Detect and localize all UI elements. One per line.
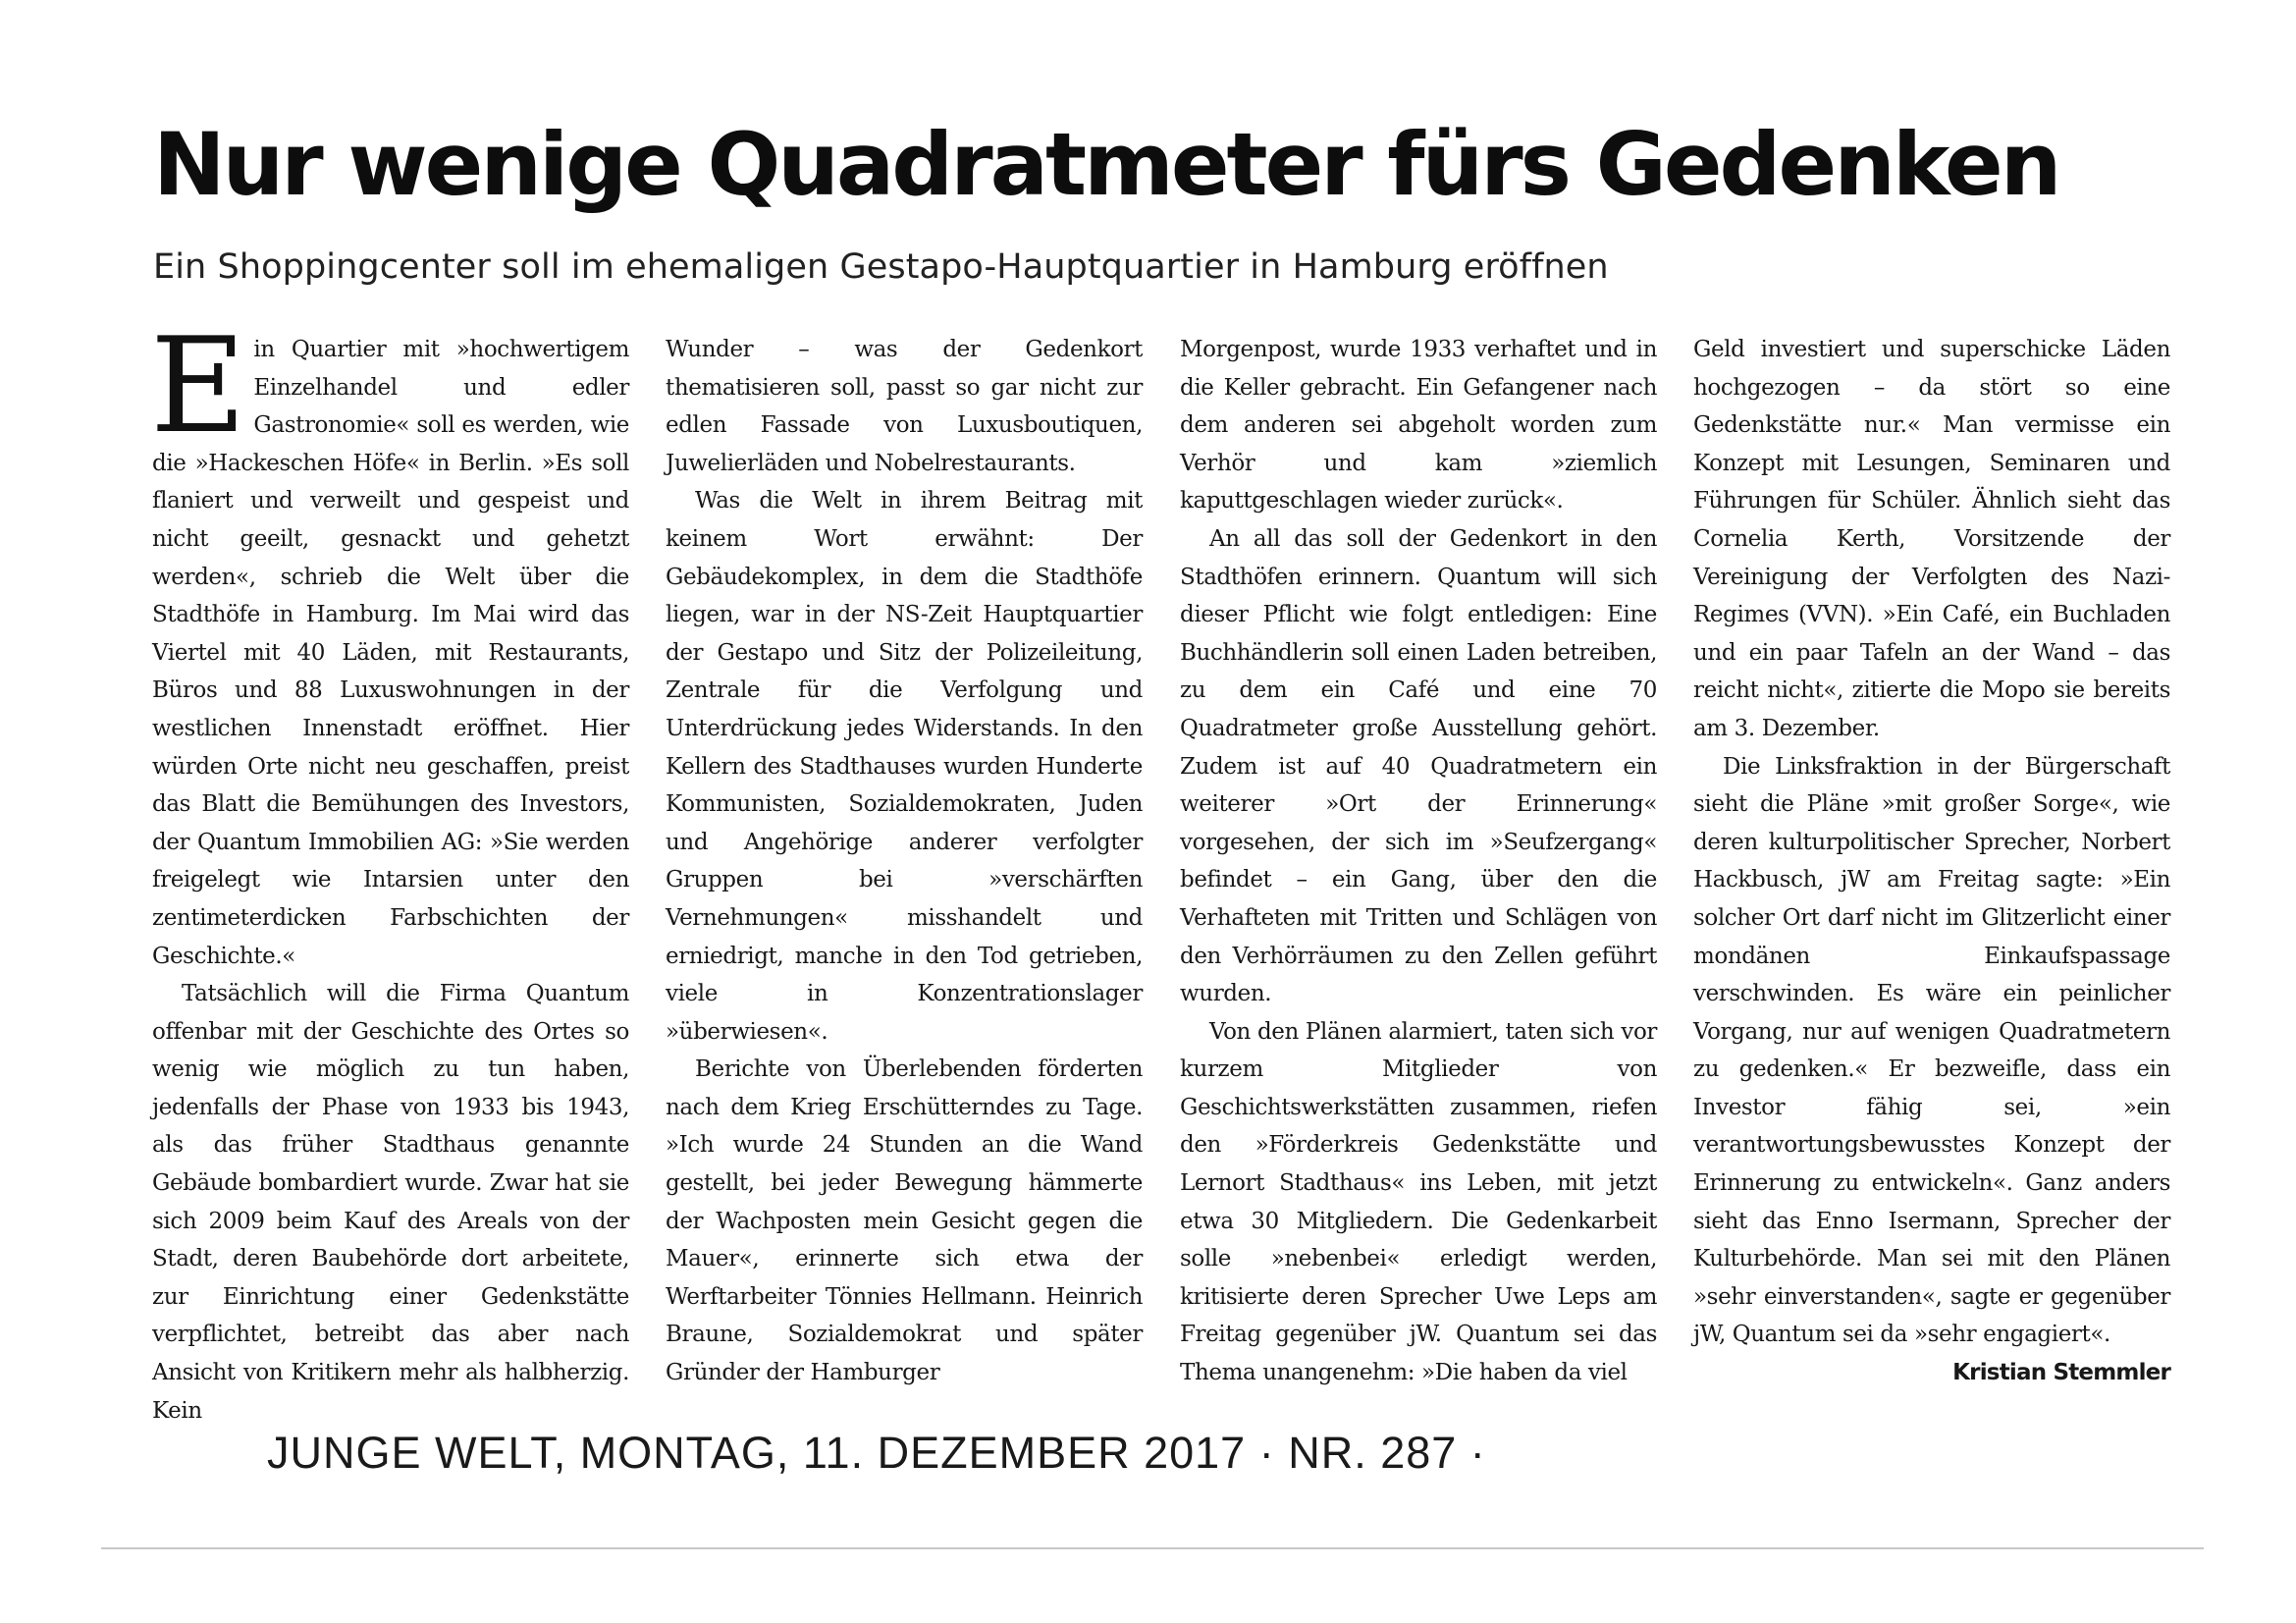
article-headline: Nur wenige Quadratmeter fürs Gedenken: [153, 114, 2059, 215]
paragraph: Was die Welt in ihrem Beitrag mit keinem Wort erwähnt: Der Gebäudekomplex, in dem die Stadthöfe liegen, war in der NS-Zeit Hauptquartier der Gestapo und Sitz der Polizeileitung, Zentrale für die Verfolgung und Unterdrückung jedes Widerstands. In den Kellern des Stadthauses wurden Hunderte Kommunisten, Sozialdemokraten, Juden und Angehörige anderer verfolgter Gruppen bei »verschärften Vernehmungen« misshandelt und erniedrigt, manche in den Tod getrieben, viele in Konzentrationslager »überwiesen«.: [666, 488, 1143, 1045]
paragraph: [1693, 748, 2170, 1386]
article-body: [150, 309, 2179, 1424]
paragraph: Berichte von Überlebenden förderten nach dem Krieg Erschütterndes zu Tage. »Ich wurde 24 Stunden an die Wand gestellt, bei jeder Bewegung hämmerte der Wachposten mein Gesicht gegen die Mauer«, erinnerte sich etwa der Werftarbeiter Tönnies Hellmann. Heinrich Braune, Sozialdemokrat und später Gründer der Hamburger: [666, 1056, 1143, 1386]
author-byline: Kristian Stemmler: [1952, 1360, 2170, 1386]
paragraph-text: Die Linksfraktion in der Bürgerschaft sieht die Pläne »mit großer Sorge«, wie deren kulturpolitischer Sprecher, Norbert Hackbusch, jW am Freitag sagte: »Ein solcher Ort darf nicht im Glitzerlicht einer mondänen Einkaufspassage verschwinden. Es wäre ein peinlicher Vorgang, nur auf wenigen Quadratmetern zu gedenken.« Er bezweifle, dass ein Investor fähig sei, »ein verantwortungsbewusstes Konzept der Erinnerung zu entwickeln«. Ganz anders sieht das Enno Isermann, Sprecher der Kulturbehörde. Man sei mit den Plänen »sehr einverstanden«, sagte er gegenüber jW, Quantum sei da »sehr engagiert«.: [1693, 753, 2170, 1348]
divider: [101, 1547, 2204, 1549]
article-subheadline: Ein Shoppingcenter soll im ehemaligen Gestapo-Hauptquartier in Hamburg eröffnen: [153, 247, 1609, 287]
article-column-1: [150, 309, 629, 1430]
paragraph: Von den Plänen alarmiert, taten sich vor kurzem Mitglieder von Geschichtswerkstätten zusammen, riefen den »Förderkreis Gedenkstätte und Lernort Stadthaus« ins Leben, mit jetzt etwa 30 Mitgliedern. Die Gedenkarbeit solle »nebenbei« erledigt werden, kritisierte deren Sprecher Uwe Leps am Freitag gegenüber jW. Quantum sei das Thema unangenehm: »Die haben da viel: [1180, 1018, 1657, 1386]
paragraph: An all das soll der Gedenkort in den Stadthöfen erinnern. Quantum will sich dieser Pflicht wie folgt entledigen: Eine Buchhändlerin soll einen Laden betreiben, zu dem ein Café und eine 70 Quadratmeter große Ausstellung gehört. Zudem ist auf 40 Quadratmetern ein weiterer »Ort der Erinnerung« vorgesehen, der sich im »Seufzergang« befindet – ein Gang, über den die Verhafteten mit Tritten und Schlägen von den Verhörräumen zu den Zellen geführt wurden.: [1180, 525, 1657, 1007]
article-column-3: [1180, 331, 1657, 1392]
paragraph: Geld investiert und superschicke Läden hochgezogen – da stört so eine Gedenkstätte nur.« Man vermisse ein Konzept mit Lesungen, Seminaren und Führungen für Schüler. Ähnlich sieht das Cornelia Kerth, Vorsitzende der Vereinigung der Verfolgten des Nazi-Regimes (VVN). »Ein Café, ein Buchladen und ein paar Tafeln an der Wand – das reicht nicht«, zitierte die Mopo sie bereits am 3. Dezember.: [1693, 337, 2170, 741]
paragraph: Morgenpost, wurde 1933 verhaftet und in die Keller gebracht. Ein Gefangener nach dem anderen sei abgeholt worden zum Verhör und kam »ziemlich kaputtgeschlagen wieder zurück«.: [1180, 337, 1657, 514]
paragraph: Wunder – was der Gedenkort thematisieren soll, passt so gar nicht zur edlen Fassade von Luxusboutiquen, Juwelierläden und Nobelrestaurants.: [666, 337, 1143, 476]
dropcap: E: [150, 309, 246, 462]
publication-source: JUNGE WELT, MONTAG, 11. DEZEMBER 2017 · NR. 287 ·: [267, 1428, 1486, 1478]
article-column-4: [1693, 331, 2170, 1392]
paragraph: [150, 309, 629, 975]
article-column-2: [666, 331, 1143, 1392]
paragraph: Tatsächlich will die Firma Quantum offenbar mit der Geschichte des Ortes so wenig wie möglich zu tun haben, jedenfalls der Phase von 1933 bis 1943, als das früher Stadthaus genannte Gebäude bombardiert wurde. Zwar hat sie sich 2009 beim Kauf des Areals von der Stadt, deren Baubehörde dort arbeitete, zur Einrichtung einer Gedenkstätte verpflichtet, betreibt das aber nach Ansicht von Kritikern mehr als halbherzig. Kein: [152, 981, 629, 1424]
paragraph-text: in Quartier mit »hochwertigem Einzelhandel und edler Gastronomie« soll es werden, wie die »Hackeschen Höfe« in Berlin. »Es soll flaniert und verweilt und gespeist und nicht geeilt, gesnackt und gehetzt werden«, schrieb die Welt über die Stadthöfe in Hamburg. Im Mai wird das Viertel mit 40 Läden, mit Restaurants, Büros und 88 Luxuswohnungen in der westlichen Innenstadt eröffnet. Hier würden Orte nicht neu geschaffen, preist das Blatt die Bemühungen des Investors, der Quantum Immobilien AG: »Sie werden freigelegt wie Intarsien unter den zentimeterdicken Farbschichten der Geschichte.«: [152, 337, 629, 969]
